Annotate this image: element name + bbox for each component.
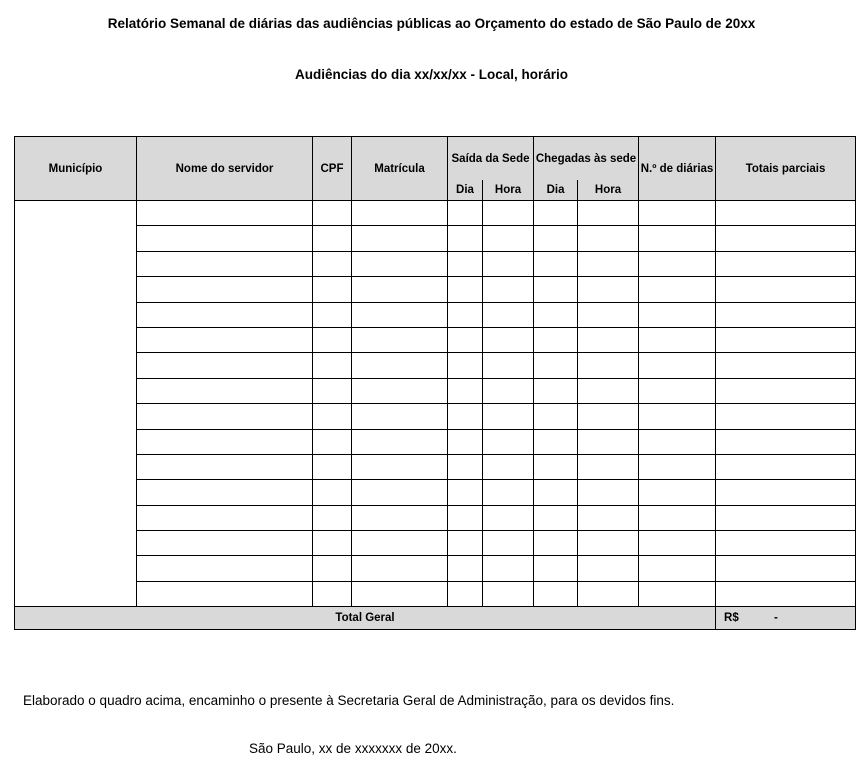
footer-text: Elaborado o quadro acima, encaminho o presente à Secretaria Geral de Administração, para os devidos fins. [23,693,675,708]
table-cell [483,302,534,327]
table-cell [534,429,578,454]
report-subtitle: Audiências do dia xx/xx/xx - Local, horário [294,67,569,82]
table-cell [448,327,483,352]
table-cell [578,378,639,403]
table-cell [534,327,578,352]
table-cell [313,251,352,276]
table-cell [313,201,352,226]
table-cell [716,581,856,606]
table-cell [534,404,578,429]
table-cell [534,505,578,530]
table-cell [578,531,639,556]
table-cell [534,556,578,581]
table-cell [313,378,352,403]
table-cell [534,277,578,302]
table-cell [716,480,856,505]
table-cell [578,454,639,479]
table-cell [137,581,313,606]
table-cell [716,429,856,454]
table-cell [483,531,534,556]
table-cell [716,251,856,276]
table-cell [716,353,856,378]
header-totais-parciais: Totais parciais [716,137,856,201]
table-cell [352,581,448,606]
table-cell [448,429,483,454]
table-cell [639,327,716,352]
table-cell [483,556,534,581]
table-cell [716,201,856,226]
table-cell [639,201,716,226]
table-cell [137,302,313,327]
table-cell [534,201,578,226]
table-cell [313,429,352,454]
table-cell [639,404,716,429]
table-cell [483,353,534,378]
table-cell [578,429,639,454]
table-cell [313,531,352,556]
table-cell [448,505,483,530]
table-cell [534,302,578,327]
table-cell [448,353,483,378]
table-row [15,353,856,378]
table-cell [313,277,352,302]
table-cell [448,480,483,505]
table-cell [483,226,534,251]
table-row [15,531,856,556]
table-cell [313,226,352,251]
table-cell [534,251,578,276]
table-cell [448,226,483,251]
table-cell [137,251,313,276]
table-cell [137,226,313,251]
table-cell [578,480,639,505]
table-body [15,201,856,607]
table-cell [448,378,483,403]
municipio-cell [15,201,137,607]
table-cell [483,505,534,530]
table-cell [639,531,716,556]
table-cell [352,404,448,429]
table-cell [137,531,313,556]
table-cell [578,251,639,276]
table-cell [483,454,534,479]
table-cell [448,556,483,581]
table-cell [448,201,483,226]
table-cell [448,531,483,556]
table-cell [483,378,534,403]
table-cell [352,353,448,378]
table-cell [352,454,448,479]
header-municipio: Município [15,137,137,201]
table-cell [578,505,639,530]
total-amount: - [774,612,778,625]
table-cell [313,581,352,606]
table-cell [352,302,448,327]
table-cell [483,277,534,302]
table-cell [313,454,352,479]
place-date: São Paulo, xx de xxxxxxx de 20xx. [249,741,457,756]
table-cell [639,581,716,606]
table-cell [352,226,448,251]
table-cell [352,327,448,352]
table-cell [483,201,534,226]
table-cell [352,378,448,403]
table-cell [716,505,856,530]
table-cell [578,353,639,378]
table-cell [137,327,313,352]
table-cell [313,480,352,505]
table-cell [639,251,716,276]
table-cell [578,226,639,251]
table-cell [448,302,483,327]
table-row [15,505,856,530]
table-cell [639,480,716,505]
table-row [15,429,856,454]
table-cell [578,327,639,352]
table-cell [639,226,716,251]
header-saida-hora: Hora [483,180,534,201]
table-cell [578,302,639,327]
table-cell [483,404,534,429]
table-cell [716,277,856,302]
table-cell [352,251,448,276]
table-cell [448,251,483,276]
table-cell [137,505,313,530]
table-cell [448,454,483,479]
table-cell [137,353,313,378]
table-cell [716,327,856,352]
table-cell [639,429,716,454]
table-cell [352,531,448,556]
table-cell [448,404,483,429]
table-cell [639,277,716,302]
table-cell [137,429,313,454]
table-row [15,404,856,429]
table-cell [448,581,483,606]
table-cell [483,581,534,606]
table-cell [137,404,313,429]
diarias-table [14,136,856,630]
total-geral-label: Total Geral [15,607,716,630]
header-chegada-hora: Hora [578,180,639,201]
table-cell [313,505,352,530]
table-row [15,277,856,302]
table-cell [716,531,856,556]
table-cell [578,556,639,581]
report-title: Relatório Semanal de diárias das audiências públicas ao Orçamento do estado de São Paulo de 20xx [107,16,756,31]
table-cell [483,480,534,505]
table-cell [639,378,716,403]
table-cell [716,226,856,251]
table-cell [352,505,448,530]
table-cell [137,277,313,302]
table-cell [534,353,578,378]
table-cell [578,404,639,429]
table-cell [352,429,448,454]
table-row [15,480,856,505]
table-cell [352,556,448,581]
table-cell [483,251,534,276]
table-cell [137,454,313,479]
table-cell [716,378,856,403]
table-row [15,226,856,251]
table-row [15,251,856,276]
table-cell [448,277,483,302]
table-cell [639,302,716,327]
table-cell [578,277,639,302]
table-cell [313,556,352,581]
total-geral-value [716,607,856,630]
table-cell [534,454,578,479]
header-chegada-dia: Dia [534,180,578,201]
header-saida-dia: Dia [448,180,483,201]
table-cell [137,378,313,403]
table-row [15,201,856,226]
header-matricula: Matrícula [352,137,448,201]
table-cell [483,429,534,454]
table-cell [313,353,352,378]
table-cell [483,327,534,352]
table-cell [716,556,856,581]
header-saida-sede: Saída da Sede [448,137,534,181]
table-cell [534,480,578,505]
header-chegada-sede: Chegadas às sede [534,137,639,181]
table-cell [578,581,639,606]
table-cell [716,454,856,479]
table-cell [639,505,716,530]
table-cell [534,378,578,403]
table-cell [716,302,856,327]
table-cell [137,201,313,226]
table-row [15,454,856,479]
table-cell [534,226,578,251]
table-cell [534,581,578,606]
table-cell [313,404,352,429]
table-cell [313,302,352,327]
table-cell [352,480,448,505]
table-cell [352,201,448,226]
table-cell [639,454,716,479]
table-row [15,378,856,403]
table-cell [534,531,578,556]
table-cell [137,480,313,505]
table-cell [352,277,448,302]
table-cell [137,556,313,581]
table-cell [313,327,352,352]
table-cell [578,201,639,226]
header-numero-diarias: N.º de diárias [639,137,716,201]
table-row [15,302,856,327]
header-cpf: CPF [313,137,352,201]
table-row [15,556,856,581]
table-row [15,327,856,352]
table-cell [716,404,856,429]
table-cell [639,353,716,378]
header-nome-servidor: Nome do servidor [137,137,313,201]
total-currency: R$ [724,612,739,625]
table-cell [639,556,716,581]
table-row [15,581,856,606]
